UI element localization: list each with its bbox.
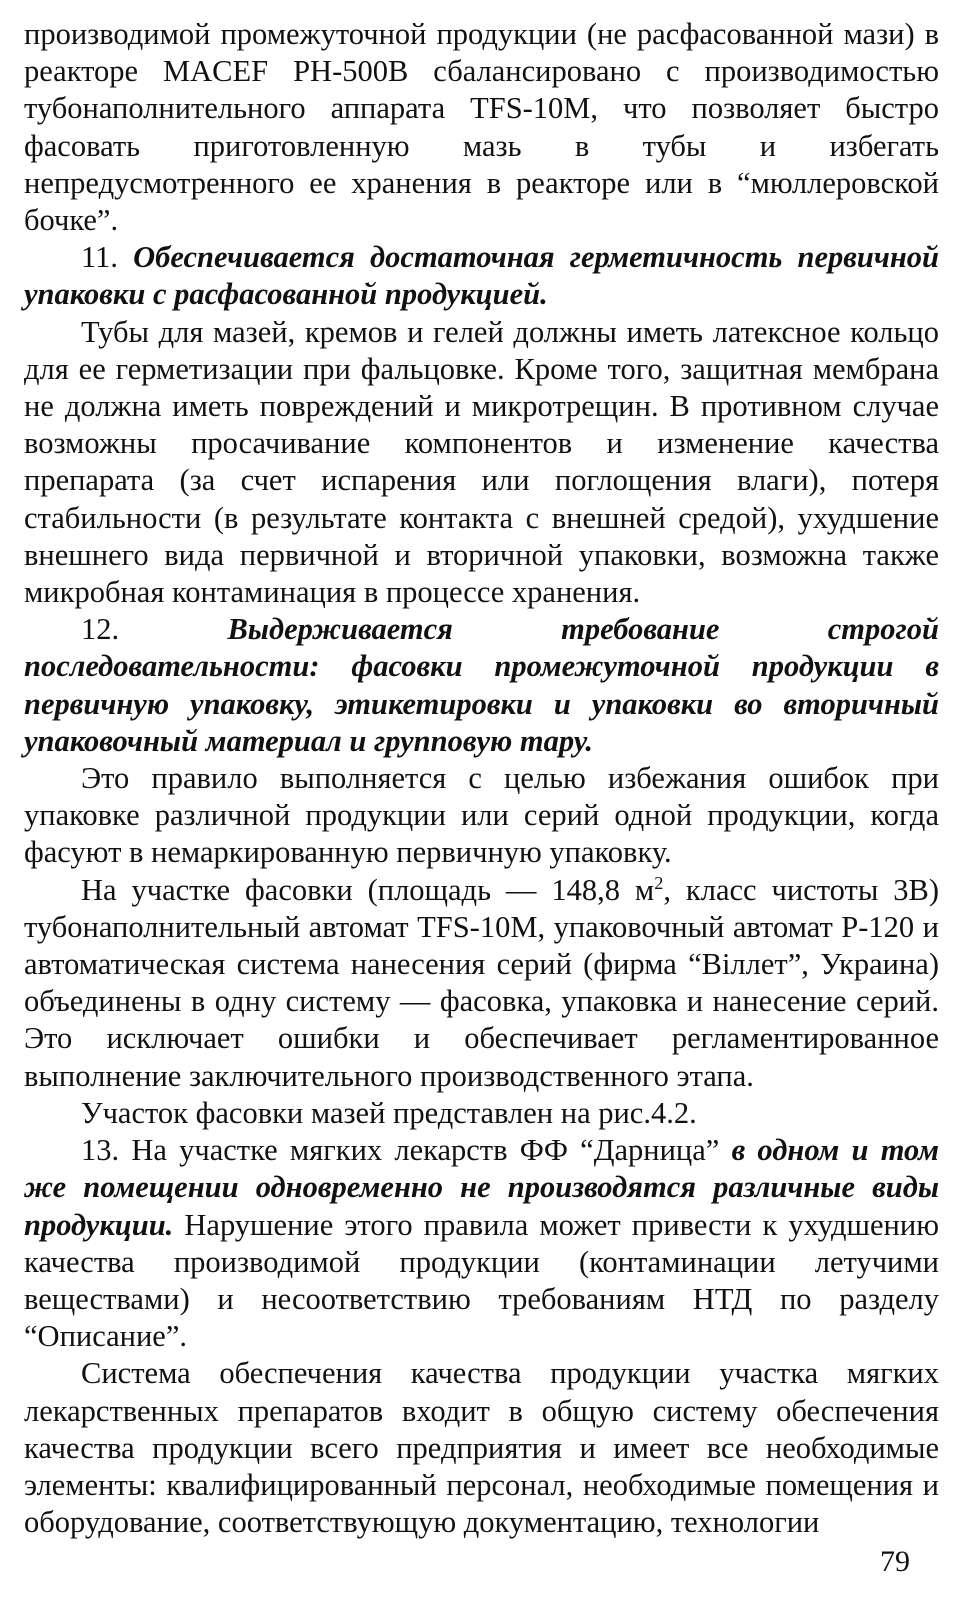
paragraph-item-13 [24,1132,939,1355]
item-11-heading-text: Обеспечивается достаточная герметичность первичной упаковки с расфасованной продукцией. [24,240,939,312]
item-number-12: 12. [81,612,228,647]
paragraph-tube-sealing: Тубы для мазей, кремов и гелей должны иметь латексное кольцо для ее герметизации при фальцовке. Кроме того, защитная мембрана не должна иметь повреждений и микротрещин. В противном случае возможны просачивание компонентов и изменение качества препарата (за счет испарения или поглощения влаги), потеря стабильности (в результате контакта с внешней средой), ухудшение внешнего вида первичной и вторичной упаковки, возможна также микробная контаминация в процессе хранения. [24,314,939,610]
filling-area-text-end: , класс чистоты 3В) тубонаполнительный автомат TFS-10M, упаковочный автомат Р-120 и автоматическая система нанесения серий (фирма “Віллет”, Украина) объединены в одну систему — фасовка, упаковка и нанесение серий. Это исключает ошибки и обеспечивает регламентированное выполнение заключительного производственного этапа. [24,872,940,1093]
item-13-text-start: 13. На участке мягких лекарств ФФ “Дарница” [81,1133,732,1168]
document-page [24,16,939,1541]
paragraph-item-11-heading [24,239,939,313]
paragraph-rule-purpose: Это правило выполняется с целью избежания ошибок при упаковке различной продукции или серий одной продукции, когда фасуют в немаркированную первичную упаковку. [24,761,939,870]
filling-area-text-start: На участке фасовки (площадь — 148,8 м [81,872,655,907]
paragraph-item-12-heading [24,611,939,760]
item-13-emphasis: в одном и том же помещении одновременно не производятся различные виды продукции. [24,1133,939,1242]
paragraph-figure-reference: Участок фасовки мазей представлен на рис.4.2. [81,1095,697,1130]
square-meter-superscript: 2 [654,872,664,893]
item-13-text-end: Нарушение этого правила может привести к ухудшению качества производимой продукции (контаминации летучими веществами) и несоответствию требованиям НТД по разделу “Описание”. [24,1207,939,1354]
page-number: 79 [880,1545,910,1578]
paragraph-quality-system: Система обеспечения качества продукции участка мягких лекарственных препаратов входит в общую систему обеспечения качества продукции всего предприятия и имеет все необходимые элементы: квалифицированный персонал, необходимые помещения и оборудование, соответствующую документацию, технологии [24,1356,939,1540]
paragraph-filling-area [24,872,939,1095]
paragraph-reactor-balance: производимой промежуточной продукции (не расфасованной мази) в реакторе MACEF PH-500B сбалансировано с производимостью тубонаполнительного аппарата TFS-10M, что позволяет быстро фасовать приготовленную мазь в тубы и избегать непредусмотренного ее хранения в реакторе или в “мюллеровской бочке”. [24,17,939,238]
item-12-heading-text: Выдерживается требование строгой последовательности: фасовки промежуточной продукции в первичную упаковку, этикетировки и упаковки во вторичный упаковочный материал и групповую тару. [24,612,939,758]
item-number-11: 11. [81,240,134,275]
